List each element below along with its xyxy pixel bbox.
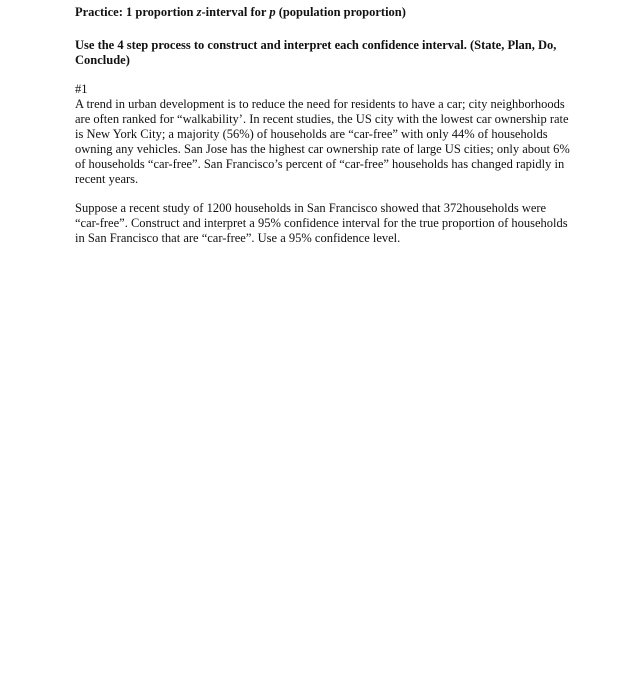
page-title <box>75 4 570 20</box>
title-z: z <box>196 5 202 19</box>
title-mid: -interval for <box>201 5 270 19</box>
instructions-text: Use the 4 step process to construct and interpret each confidence interval. (State, Plan, Do, Conclude) <box>75 38 557 67</box>
title-prefix: Practice: 1 proportion <box>75 5 197 19</box>
problem-paragraph-task: Suppose a recent study of 1200 households in San Francisco showed that 372households were “car-free”. Construct and interpret a 95% confidence interval for the true proportion of households in San Francisco that are “car-free”. Use a 95% confidence level. <box>75 201 568 245</box>
title-suffix: (population proportion) <box>275 5 406 19</box>
problem-number: #1 <box>75 82 88 96</box>
problem-paragraph-context: A trend in urban development is to reduce the need for residents to have a car; city neighborhoods are often ranked for “walkability’. In recent studies, the US city with the lowest car ownership rate is New York City; a majority (56%) of households are “car-free” with only 44% of households owning any vehicles. San Jose has the highest car ownership rate of large US cities; only about 6% of households “car-free”. San Francisco’s percent of “car-free” households has changed rapidly in recent years. <box>75 97 570 186</box>
document-page <box>75 4 570 246</box>
title-p: p <box>269 5 276 19</box>
